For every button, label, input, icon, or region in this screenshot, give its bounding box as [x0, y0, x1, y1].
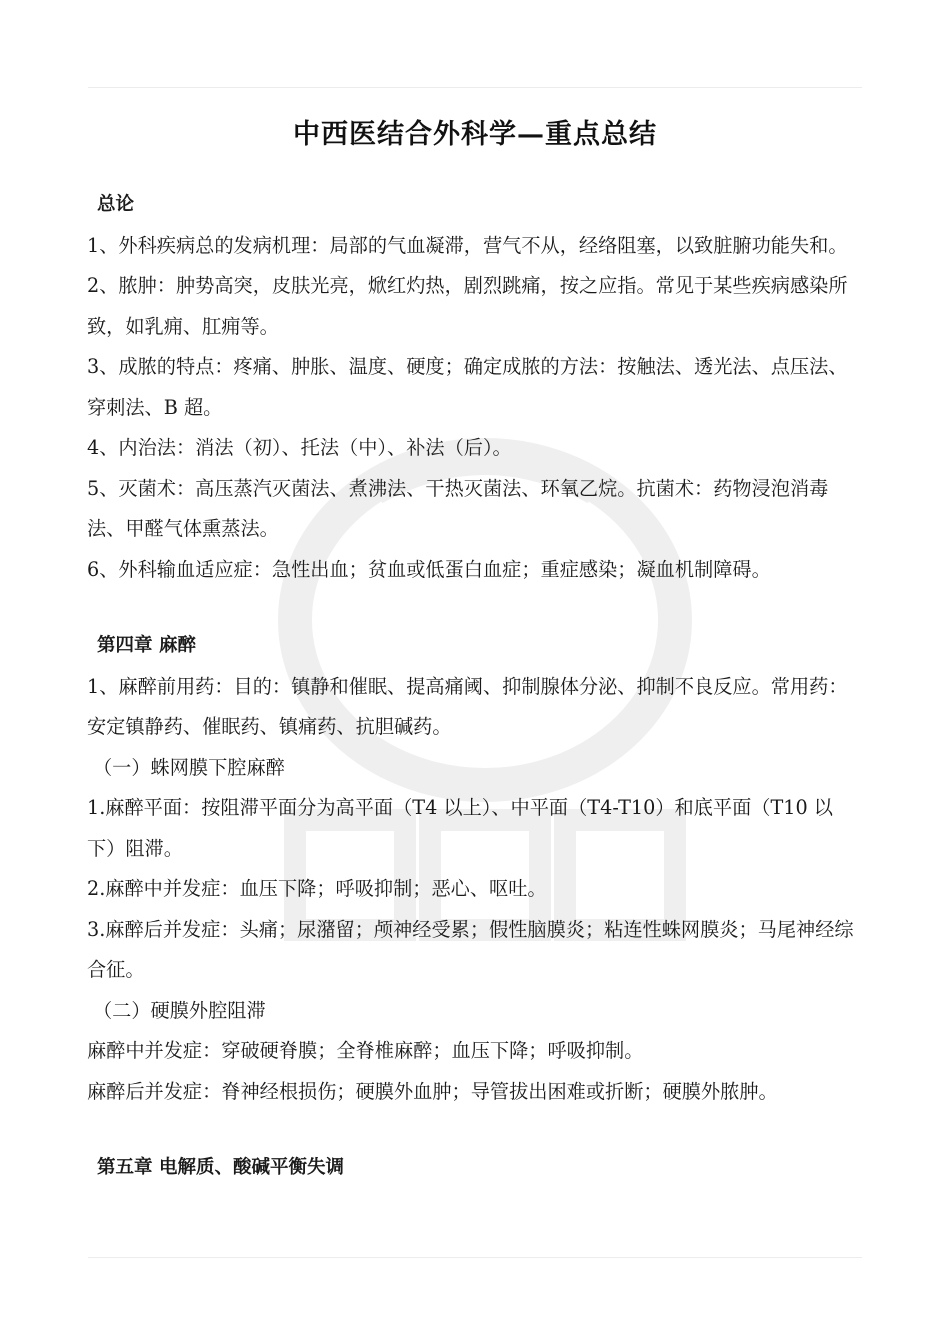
paragraph: 2、脓肿：肿势高突，皮肤光亮，焮红灼热，剧烈跳痛，按之应指。常见于某些疾病感染所致，如乳痈、肛痈等。 — [87, 274, 848, 338]
section-heading-chapter4: 第四章 麻醉 — [97, 635, 196, 656]
section-heading-general: 总论 — [97, 194, 135, 215]
footer-rule — [88, 1257, 862, 1258]
paragraph: 2.麻醉中并发症：血压下降；呼吸抑制；恶心、呕吐。 — [87, 877, 547, 900]
paragraph: 3.麻醉后并发症：头痛；尿潴留；颅神经受累；假性脑膜炎；粘连性蛛网膜炎；马尾神经综合征。 — [87, 917, 854, 981]
header-rule — [88, 87, 862, 88]
paragraph: 6、外科输血适应症：急性出血；贫血或低蛋白血症；重症感染；凝血机制障碍。 — [87, 557, 771, 581]
paragraph: 5、灭菌术：高压蒸汽灭菌法、煮沸法、干热灭菌法、环氧乙烷。抗菌术：药物浸泡消毒法、甲醛气体熏蒸法。 — [87, 476, 829, 540]
paragraph: 3、成脓的特点：疼痛、肿胀、温度、硬度；确定成脓的方法：按触法、透光法、点压法、穿刺法、B 超。 — [87, 355, 848, 419]
paragraph: 1.麻醉平面：按阻滞平面分为高平面（T4 以上）、中平面（T4-T10）和底平面（T10 以下）阻滞。 — [87, 796, 833, 860]
paragraph: 1、麻醉前用药：目的：镇静和催眠、提高痛阈、抑制腺体分泌、抑制不良反应。常用药：安定镇静药、催眠药、镇痛药、抗胆碱药。 — [87, 674, 848, 738]
subsection-heading: （二）硬膜外腔阻滞 — [93, 998, 266, 1022]
paragraph: 4、内治法：消法（初）、托法（中）、补法（后）。 — [87, 436, 512, 459]
section-heading-chapter5: 第五章 电解质、酸碱平衡失调 — [97, 1157, 344, 1178]
subsection-heading: （一）蛛网膜下腔麻醉 — [93, 755, 285, 779]
document-body — [87, 185, 857, 1189]
paragraph: 1、外科疾病总的发病机理：局部的气血凝滞，营气不从，经络阻塞，以致脏腑功能失和。 — [87, 233, 848, 257]
paragraph: 麻醉后并发症：脊神经根损伤；硬膜外血肿；导管拔出困难或折断；硬膜外脓肿。 — [87, 1079, 778, 1103]
paragraph: 麻醉中并发症：穿破硬脊膜；全脊椎麻醉；血压下降；呼吸抑制。 — [87, 1039, 644, 1062]
page-title: 中西医结合外科学—重点总结 — [293, 119, 657, 150]
